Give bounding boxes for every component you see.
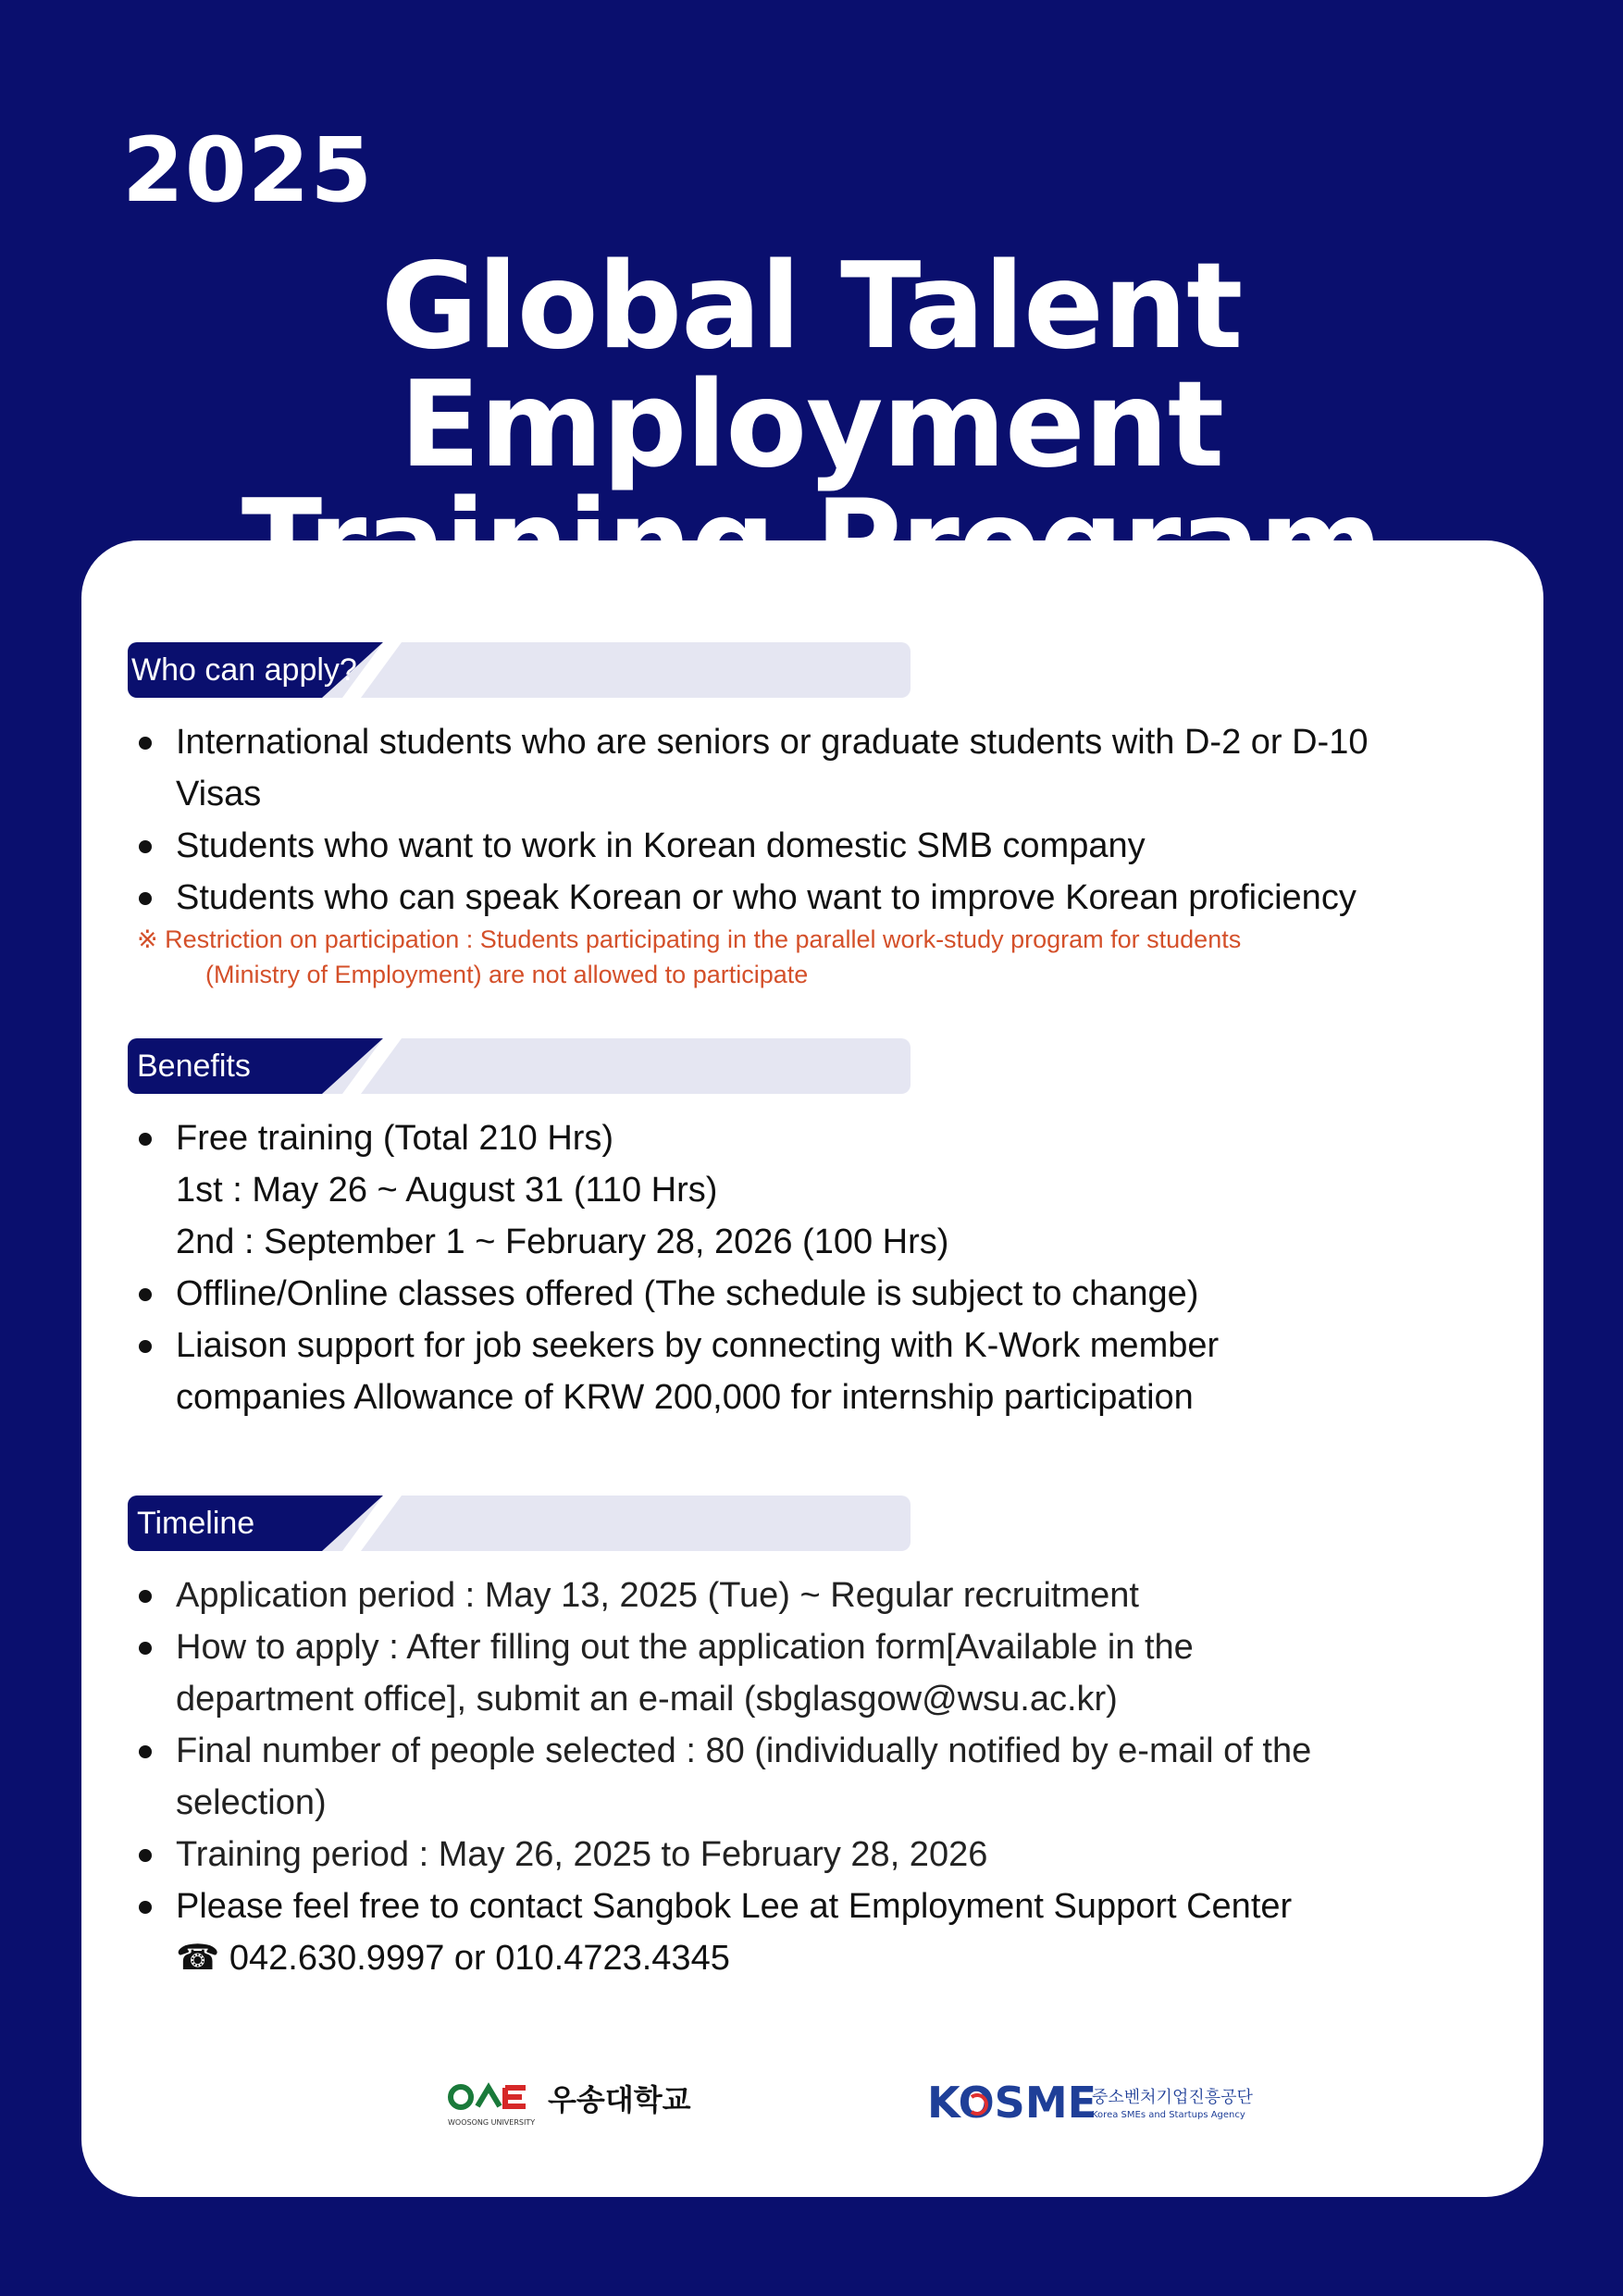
section-header-timeline <box>128 1496 911 1551</box>
wsu-korean-name: 우송대학교 <box>548 2082 691 2117</box>
list-item: Application period : May 13, 2025 (Tue) ~ Regular recruitment <box>137 1570 1488 1621</box>
list-item: How to apply : After filling out the application form[Available in the department office], submit an e-mail (sbglasgow@wsu.ac.kr) <box>137 1621 1488 1725</box>
section-header-benefits <box>128 1038 911 1094</box>
list-item: Training period : May 26, 2025 to February 28, 2026 <box>137 1829 1488 1880</box>
section-title-who: Who can apply? <box>131 652 357 688</box>
contact-text: Please feel free to contact Sangbok Lee at Employment Support Center <box>176 1887 1293 1926</box>
content-card <box>81 540 1543 2197</box>
list-item <box>137 1112 1488 1268</box>
section-header-who <box>128 642 911 698</box>
kosme-korean-name: 중소벤처기업진흥공단 <box>1092 2088 1253 2107</box>
list-item: Final number of people selected : 80 (individually notified by e-mail of the selection) <box>137 1725 1488 1829</box>
who-list <box>137 716 1488 924</box>
list-item: Liaison support for job seekers by connecting with K-Work member companies Allowance of KRW 200,000 for internship participation <box>137 1320 1488 1423</box>
footer-logos <box>81 2077 1543 2151</box>
restriction-note <box>137 922 1451 992</box>
kosme-logo <box>927 2077 1253 2132</box>
wsu-english-name: WOOSONG UNIVERSITY <box>448 2118 536 2127</box>
title-line-1: Global Talent Employment <box>380 238 1243 494</box>
section-title-benefits: Benefits <box>137 1049 251 1084</box>
kosme-wordmark: KOSME <box>927 2078 1097 2128</box>
list-item <box>137 1880 1488 1984</box>
kosme-english-name: Korea SMEs and Startups Agency <box>1092 2110 1245 2120</box>
list-item: Students who want to work in Korean domestic SMB company <box>137 820 1488 872</box>
benefit-free-training: Free training (Total 210 Hrs) <box>176 1119 614 1158</box>
benefit-first-term: 1st : May 26 ~ August 31 (110 Hrs) <box>176 1171 718 1210</box>
contact-phone: ☎ 042.630.9997 or 010.4723.4345 <box>176 1939 730 1978</box>
note-line-2: (Ministry of Employment) are not allowed to participate <box>205 961 809 988</box>
note-line-1: ※ Restriction on participation : Students participating in the parallel work-study program for students <box>137 925 1242 953</box>
list-item: Students who can speak Korean or who want to improve Korean proficiency <box>137 872 1488 924</box>
benefits-list <box>137 1112 1488 1423</box>
list-item: International students who are seniors or graduate students with D-2 or D-10 Visas <box>137 716 1488 820</box>
woosong-university-logo <box>444 2077 703 2132</box>
timeline-list <box>137 1570 1488 1984</box>
section-title-timeline: Timeline <box>137 1506 255 1541</box>
list-item: Offline/Online classes offered (The schedule is subject to change) <box>137 1268 1488 1320</box>
year: 2025 <box>122 118 374 222</box>
benefit-second-term: 2nd : September 1 ~ February 28, 2026 (100 Hrs) <box>176 1222 949 1261</box>
